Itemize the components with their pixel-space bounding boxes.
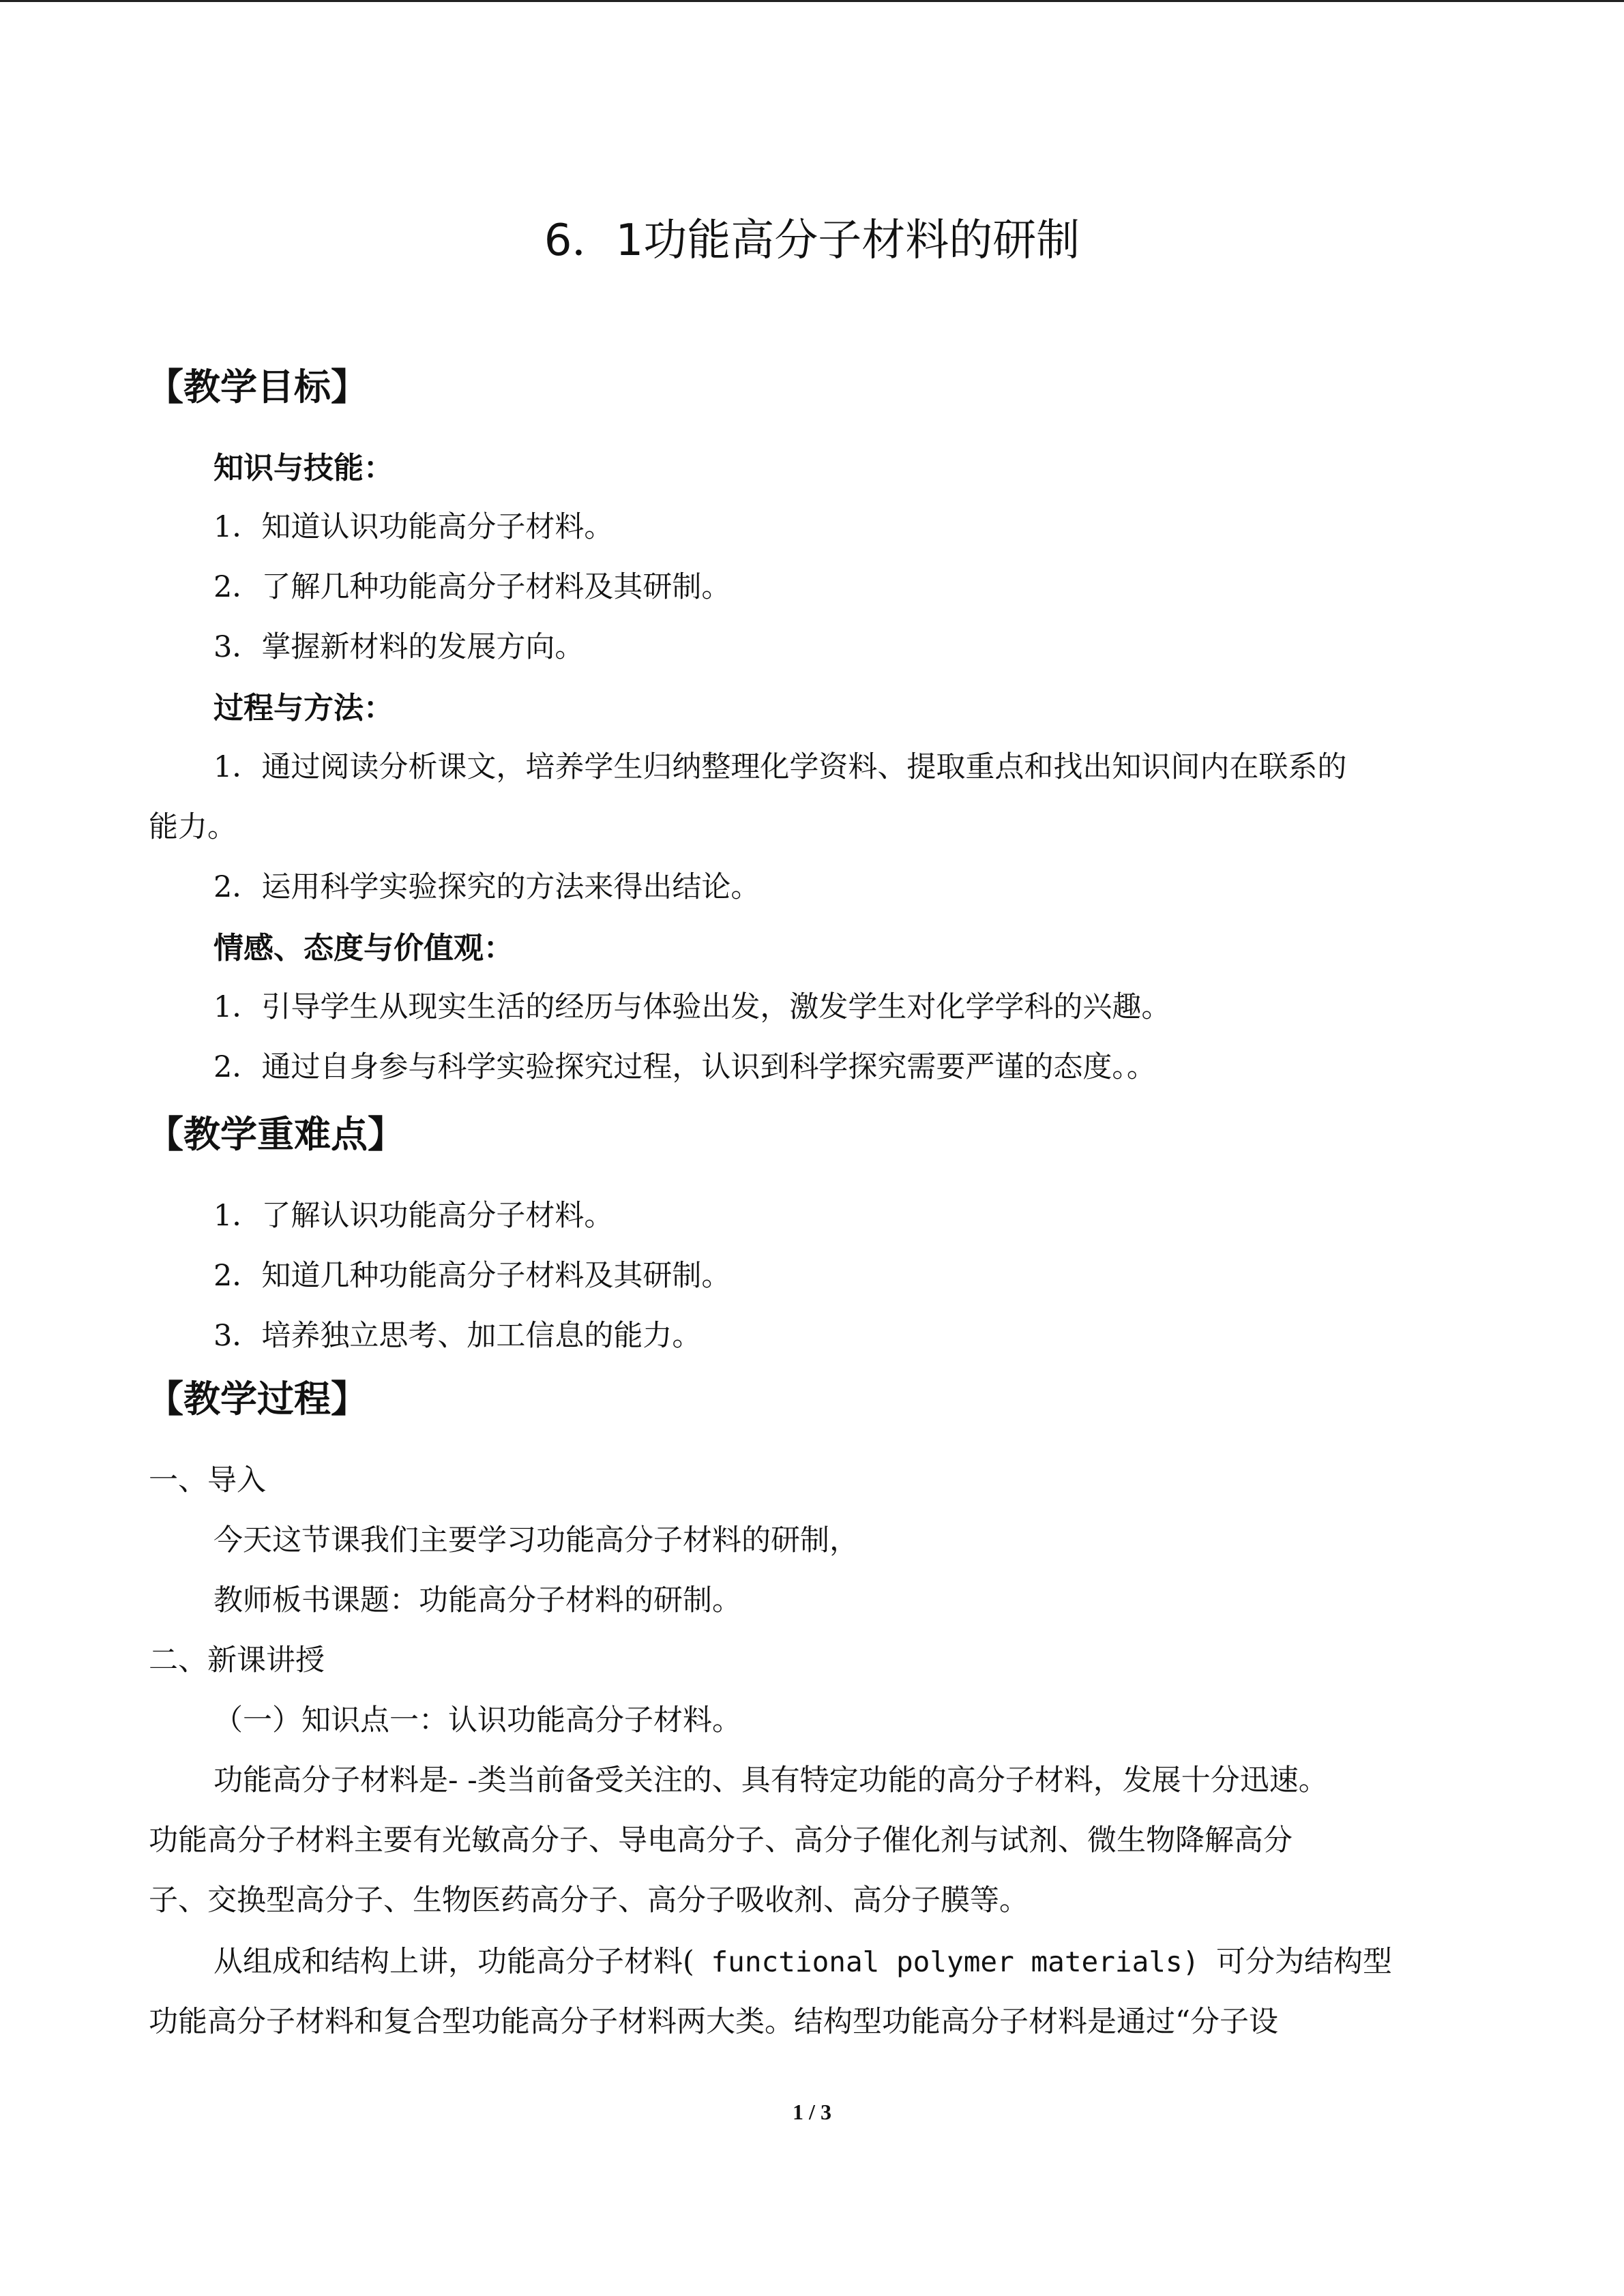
- emotion-item: 1．引导学生从现实生活的经历与体验出发，激发学生对化学学科的兴趣。: [213, 990, 1171, 1024]
- paragraph-line: 功能高分子材料和复合型功能高分子材料两大类。结构型功能高分子材料是通过“分子设: [149, 2005, 1278, 2039]
- subheading-emotion: 情感、态度与价值观：: [213, 931, 514, 966]
- section-heading-process: 【教学过程】: [147, 1377, 368, 1420]
- knowledge-item: 1．知道认识功能高分子材料。: [213, 510, 614, 544]
- process-item-continued: 能力。: [149, 810, 237, 844]
- top-border: [0, 0, 1624, 2]
- process-item: 2．运用科学实验探究的方法来得出结论。: [213, 870, 761, 904]
- paragraph-line: 教师板书课题：功能高分子材料的研制。: [213, 1583, 741, 1617]
- paragraph-line: 今天这节课我们主要学习功能高分子材料的研制，: [213, 1523, 859, 1557]
- page-title: 6．1功能高分子材料的研制: [544, 215, 1080, 266]
- paragraph-line: [213, 1941, 1392, 1983]
- paragraph-line: 子、交换型高分子、生物医药高分子、高分子吸收剂、高分子膜等。: [149, 1883, 1029, 1918]
- knowledge-item: 3．掌握新材料的发展方向。: [213, 630, 585, 664]
- subsection-new-lesson: 二、新课讲授: [149, 1643, 325, 1678]
- english-term: functional polymer materials): [694, 1945, 1216, 1978]
- keypoint-item: 3．培养独立思考、加工信息的能力。: [213, 1319, 702, 1353]
- knowledge-item: 2．了解几种功能高分子材料及其研制。: [213, 570, 731, 604]
- subsection-intro: 一、导入: [149, 1463, 266, 1497]
- page-number: 1 / 3: [793, 2100, 831, 2124]
- paragraph-line: 功能高分子材料主要有光敏高分子、导电高分子、高分子催化剂与试剂、微生物降解高分: [149, 1823, 1293, 1858]
- knowledge-point-heading: （一）知识点一：认识功能高分子材料。: [213, 1703, 741, 1738]
- section-heading-keypoints: 【教学重难点】: [147, 1113, 404, 1156]
- process-item: 1．通过阅读分析课文，培养学生归纳整理化学资料、提取重点和找出知识间内在联系的: [213, 750, 1347, 784]
- keypoint-item: 1．了解认识功能高分子材料。: [213, 1199, 614, 1233]
- subheading-process: 过程与方法：: [213, 691, 394, 726]
- paragraph-text: 可分为结构型: [1216, 1945, 1392, 1979]
- paragraph-text: 从组成和结构上讲，功能高分子材料(: [213, 1945, 694, 1979]
- keypoint-item: 2．知道几种功能高分子材料及其研制。: [213, 1259, 731, 1293]
- emotion-item: 2．通过自身参与科学实验探究过程，认识到科学探究需要严谨的态度。。: [213, 1050, 1156, 1084]
- paragraph-line: 功能高分子材料是- -类当前备受关注的、具有特定功能的高分子材料，发展十分迅速。: [213, 1763, 1328, 1798]
- subheading-knowledge: 知识与技能：: [213, 451, 394, 486]
- section-heading-goals: 【教学目标】: [147, 366, 368, 408]
